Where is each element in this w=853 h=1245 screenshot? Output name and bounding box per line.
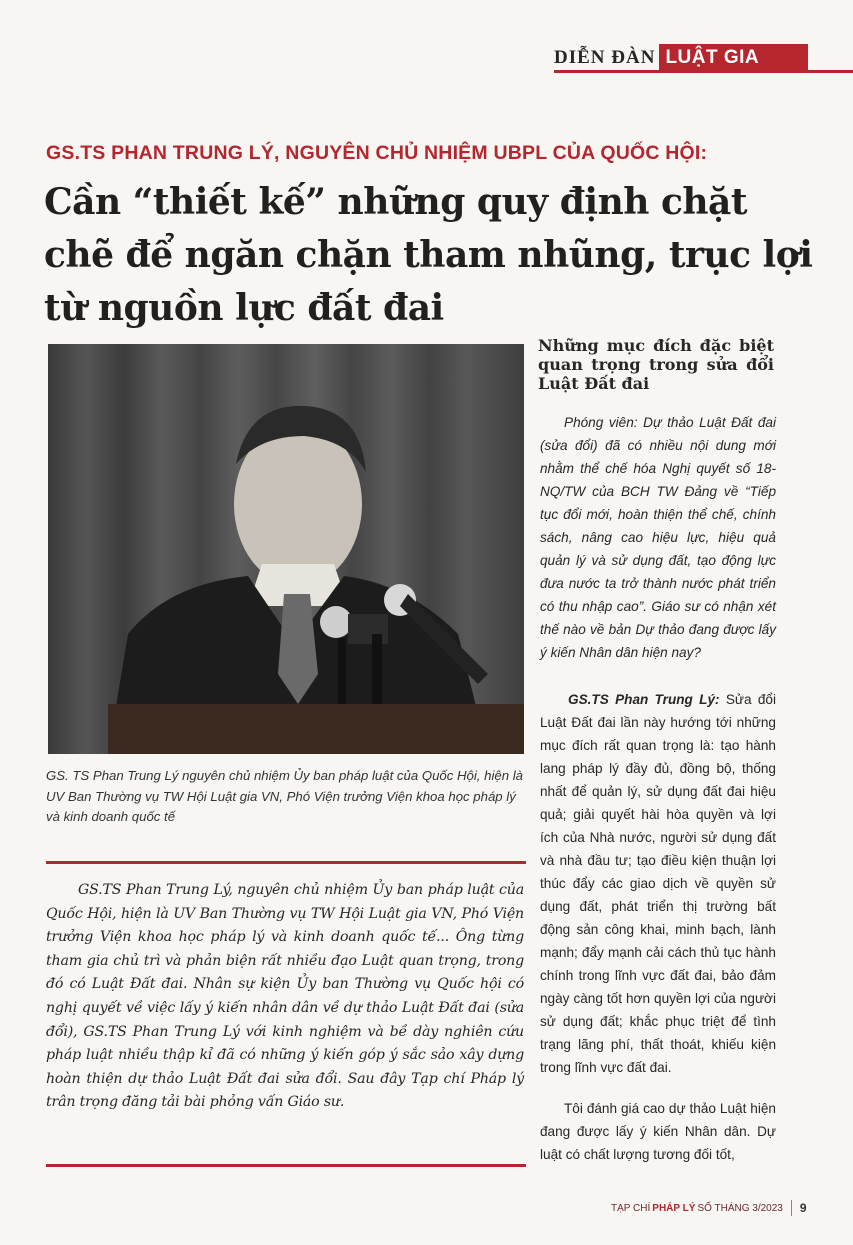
microphone-stand [338,638,346,704]
section-label-dark: DIỄN ĐÀN [554,47,656,68]
microphone-icon [320,606,352,638]
intro-rule-bottom [46,1164,526,1167]
footer-divider [791,1200,792,1216]
article-intro: GS.TS Phan Trung Lý, nguyên chủ nhiệm Ủy ban pháp luật của Quốc Hội, hiện là UV Ban Thường vụ TW Hội Luật gia VN, Phó Viện trưởng Viện khoa học pháp lý và kinh doanh quốc tế... Ông từng tham gia chủ trì và phản biện rất nhiều đạo Luật quan trọng, trong đó có Luật Đất đai. Nhân sự kiện Ủy ban Thường vụ Quốc hội có nghị quyết về việc lấy ý kiến nhân dân về dự thảo Luật Đất đai (sửa đổi), GS.TS Phan Trung Lý với kinh nghiệm và bề dày nghiên cứu pháp luật nhiều thập kỉ đã có những ý kiến góp ý sắc sảo xây dựng hoàn thiện dự thảo Luật Đất đai sửa đổi. Sau đây Tạp chí Pháp lý trân trọng đăng tải bài phỏng vấn Giáo sư. [46,882,524,1111]
section-banner [554,44,808,72]
speaker-photo-illustration [48,344,524,754]
article-headline: Cần “thiết kế” những quy định chặt chẽ để ngăn chặn tham nhũng, trục lợi từ nguồn lực đất đai [44,181,813,329]
answer-speaker: GS.TS Phan Trung Lý: [568,692,720,707]
section-subheading: Những mục đích đặc biệt quan trọng trong sửa đổi Luật Đất đai [538,336,774,393]
article-kicker: GS.TS PHAN TRUNG LÝ, NGUYÊN CHỦ NHIỆM UBPL CỦA QUỐC HỘI: [46,142,708,164]
photo-caption: GS. TS Phan Trung Lý nguyên chủ nhiệm Ủy ban pháp luật của Quốc Hội, hiện là UV Ban Thường vụ TW Hội Luật gia VN, Phó Viện trưởng Viện khoa học pháp lý và kinh doanh quốc tế [46,768,523,824]
interview-question: Phóng viên: Dự thảo Luật Đất đai (sửa đổi) đã có nhiều nội dung mới nhằm thể chế hóa Nghị quyết số 18-NQ/TW của BCH TW Đảng về “Tiếp tục đổi mới, hoàn thiện thể chế, chính sách, nâng cao hiệu lực, hiệu quả quản lý và sử dụng đất, tạo động lực đưa nước ta trở thành nước phát triển có thu nhập cao”. Giáo sư có nhận xét thế nào về bản Dự thảo đang được lấy ý kiến Nhân dân hiện nay? [540,415,776,660]
article-photo [48,344,524,754]
interview-paragraph: Tôi đánh giá cao dự thảo Luật hiện đang được lấy ý kiến Nhân dân. Dự luật có chất lượng tương đối tốt, [540,1101,776,1162]
footer-magazine: PHÁP LÝ [652,1202,696,1214]
podium [108,704,524,754]
footer-issue: SỐ THÁNG 3/2023 [697,1202,783,1214]
intro-rule-top [46,861,526,864]
section-rule [554,70,853,73]
interview-answer [540,688,776,1079]
microphone-stand [372,634,382,704]
page-footer [611,1198,807,1218]
page-number: 9 [799,1201,807,1215]
footer-prefix: TẠP CHÍ [611,1202,651,1214]
section-label-red: LUẬT GIA [659,44,808,72]
answer-text: Sửa đổi Luật Đất đai lần này hướng tới những mục đích rất quan trọng là: tạo hành lang pháp lý đầy đủ, đồng bộ, thống nhất để quản lý, sử dụng đất đai hiệu quả; giải quyết hài hòa quyền và lợi ích của Nhà nước, người sử dụng đất và nhà đầu tư; tạo điều kiện thuận lợi thúc đẩy các giao dịch về quyền sử dụng đất, phát triển thị trường bất động sản công khai, minh bạch, lành mạnh; đẩy mạnh cải cách thủ tục hành chính trong lĩnh vực đất đai, bảo đảm ngày càng tốt hơn quyền lợi của người sử dụng đất; khắc phục triệt để tình trạng lãng phí, thất thoát, khiếu kiện trong lĩnh vực đất đai. [540,692,776,1075]
